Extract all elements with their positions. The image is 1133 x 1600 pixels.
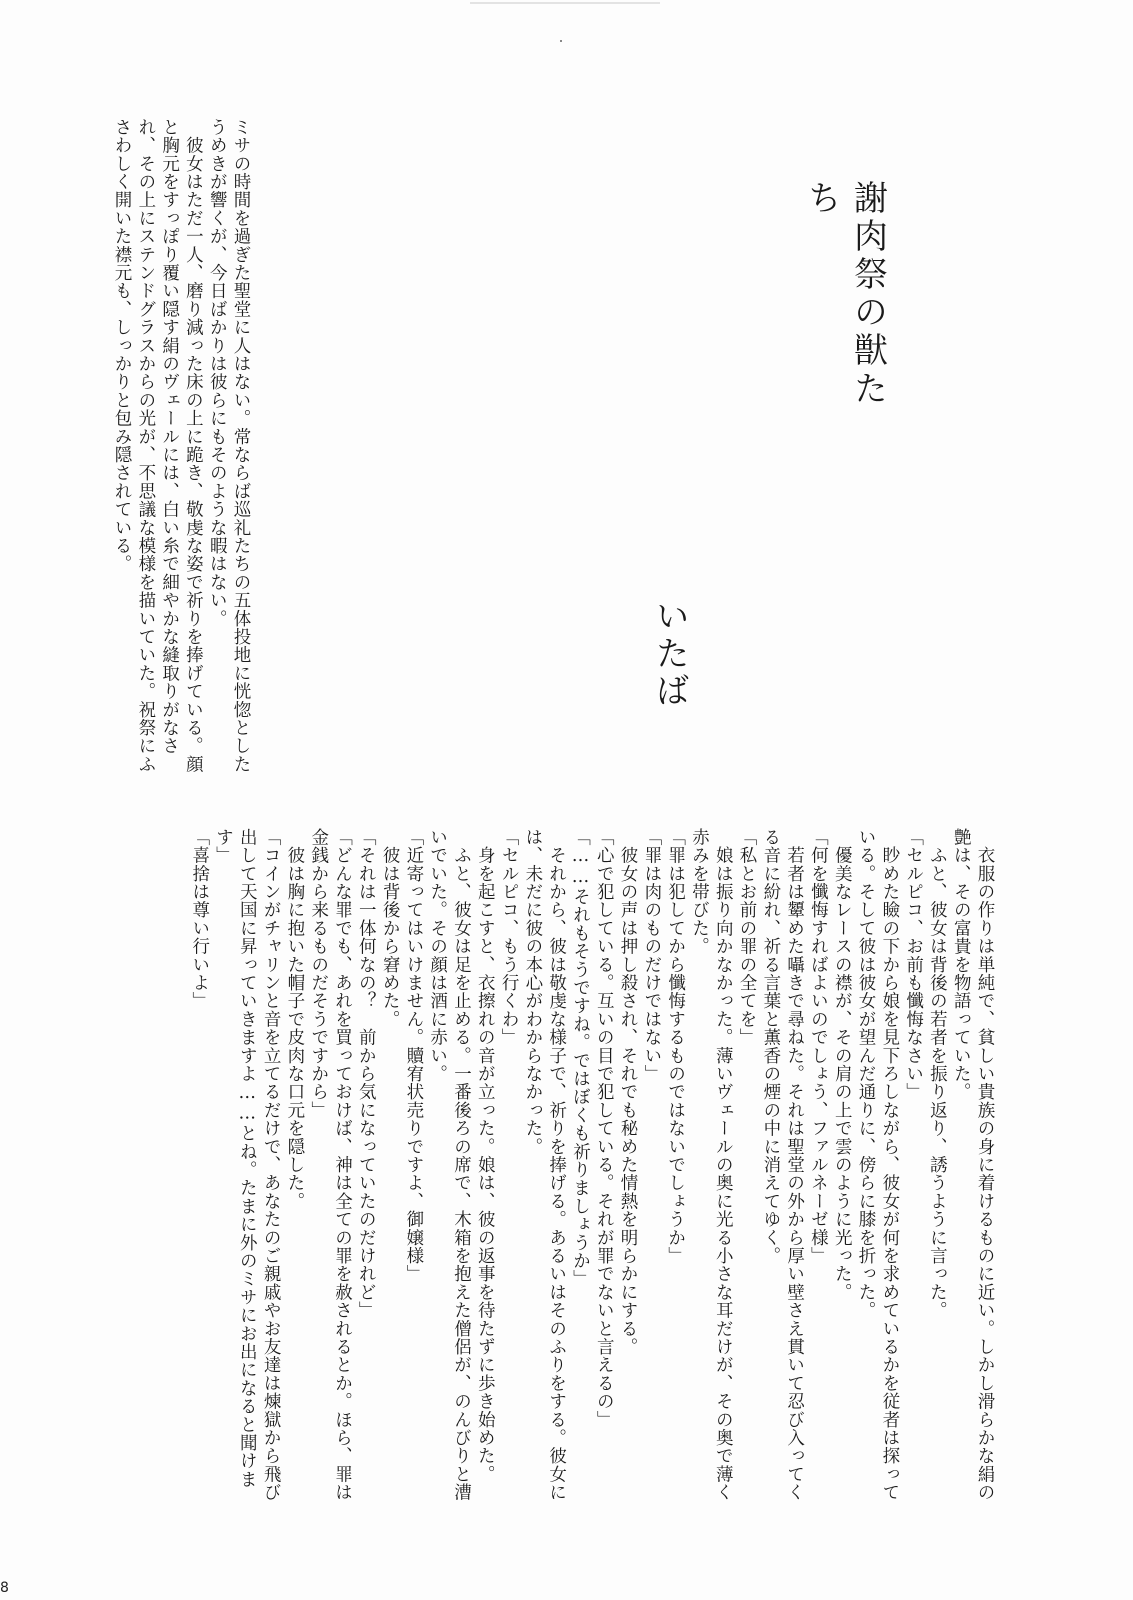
intro-paragraph: ミサの時間を過ぎた聖堂に人はない。常ならば巡礼たちの五体投地に恍惚としたうめきが響くが、今日ばかりは彼らにもそのような暇はない。 彼女はただ一人、磨り減った床の上に跪き、敬虔な姿で祈りを捧げている。顔と胸元をすっぽり覆い隠す絹のヴェールには、白い糸で細やかな縫取りがなされ、その上にステンドグラスからの光が、不思議な模様を描いていた。祝祭にふさわしく開いた襟元も、しっかりと包み隠されている。: [112, 118, 251, 774]
page-number: 8: [0, 1580, 9, 1596]
scan-edge-mark: [470, 2, 660, 4]
body-text: 衣服の作りは単純で、貧しい貴族の身に着けるものに近い。しかし滑らかな絹の艶は、その富貴を物語っていた。 ふと、彼女は背後の若者を振り返り、誘うように言った。 「セルピコ、お前も懺悔なさい」 眇めた瞼の下から娘を見下ろしながら、彼女が何を求めているかを従者は探っている。そして彼は彼女が望んだ通りに、傍らに膝を折った。 優美なレースの襟が、その肩の上で雲のように光った。 「何を懺悔すればよいのでしょう、ファルネーゼ様」 若者は顰めた囁きで尋ねた。それは聖堂の外から厚い壁さえ貫いて忍び入ってくる音に紛れ、祈る言葉と薫香の煙の中に消えてゆく。 「私とお前の罪の全てを」 娘は振り向かなかった。薄いヴェールの奥に光る小さな耳だけが、その奥で薄く赤みを帯びた。 「罪は犯してから懺悔するものではないでしょうか」 「罪は肉のものだけではない」 彼女の声は押し殺され、それでも秘めた情熱を明らかにする。 「心で犯している。互いの目で犯している。それが罪でないと言えるの」 「……それもそうですね。ではぼくも祈りましょうか」 それから、彼は敬虔な様子で、祈りを捧げる。あるいはそのふりをする。彼女には、未だに彼の本心がわからなかった。 「セルピコ、もう行くわ」 身を起こすと、衣擦れの音が立った。娘は、彼の返事を待たずに歩き始めた。 ふと、彼女は足を止める。一番後ろの席で、木箱を抱えた僧侶が、のんびりと漕いでいた。その顔は酒に赤い。 「近寄ってはいけません。贖宥状売りですよ、御嬢様」 彼は背後から窘めた。 「それは一体何なの？ 前から気になっていたのだけれど」 「どんな罪でも、あれを買っておけば、神は全ての罪を赦されるとか。ほら、罪は金銭から来るものだそうですから」 彼は胸に抱いた帽子で皮肉な口元を隠した。 「コインがチャリンと音を立てるだけで、あなたのご親戚やお友達は煉獄から飛び出して天国に昇っていきますよ……とね。たまに外のミサにお出になると聞けます」 「喜捨は尊い行いよ」: [189, 828, 995, 1502]
author-name: いたば: [649, 598, 690, 711]
story-title: 謝肉祭の獣たち: [801, 180, 888, 409]
scan-dust-mark: [560, 40, 562, 42]
